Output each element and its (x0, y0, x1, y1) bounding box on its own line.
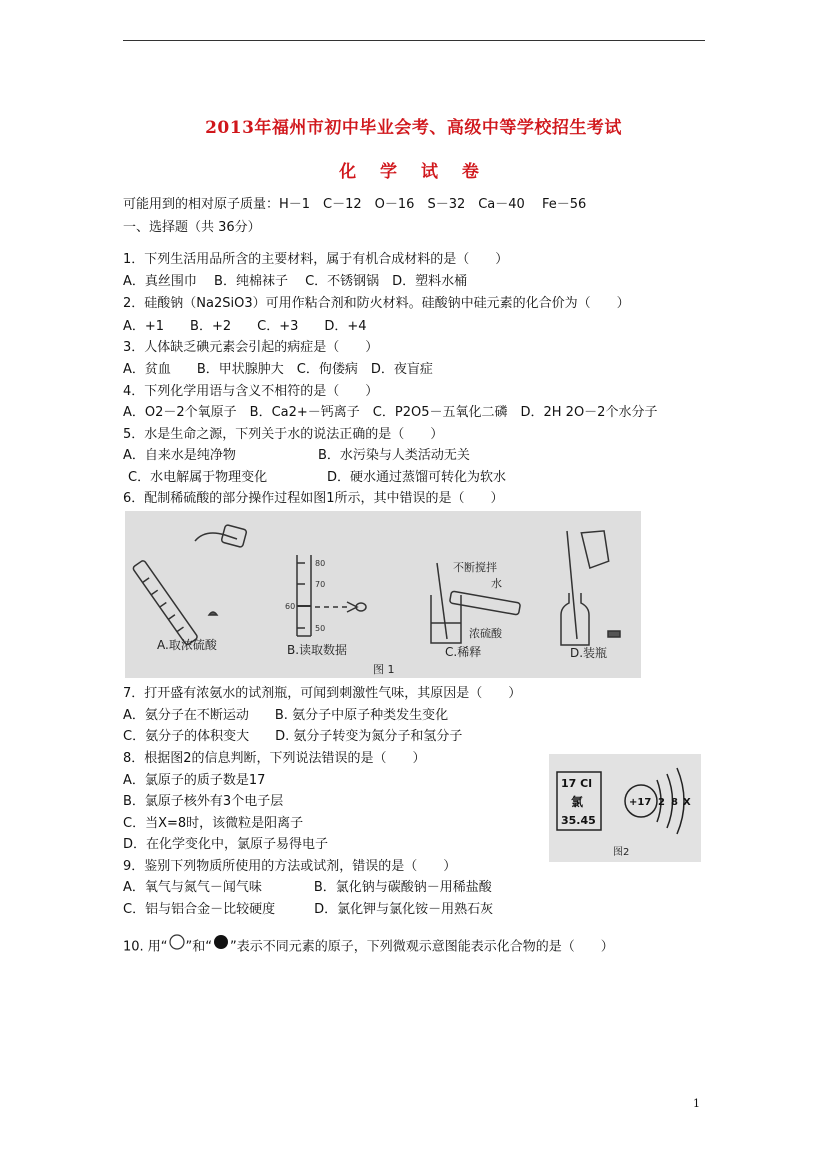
q6-stem: 6．配制稀硫酸的部分操作过程如图1所示，其中错误的是（ ） (123, 491, 504, 506)
panel-label-d: D.装瓶 (570, 646, 608, 660)
page-number: 1 (693, 1097, 700, 1110)
q1-stem: 1．下列生活用品所含的主要材料，属于有机合成材料的是（ ） (123, 252, 509, 267)
scale-tick-50: 50 (315, 624, 326, 633)
scale-tick-60: 60 (285, 602, 296, 611)
element-name: 氯 (571, 795, 584, 809)
q2-options: A．+1 B．+2 C．+3 D．+4 (123, 319, 367, 334)
q7-stem: 7．打开盛有浓氨水的试剂瓶，可闻到刺激性气味，其原因是（ ） (123, 686, 522, 701)
figure-1-caption: 图 1 (373, 663, 395, 676)
note-stir: 不断搅拌 (453, 561, 497, 574)
panel-label-c: C.稀释 (445, 645, 482, 659)
q9-options-cd: C．铝与铝合金－比较硬度 D．氯化钾与氯化铵－用熟石灰 (123, 902, 494, 917)
q10-text-3: ”表示不同元素的原子，下列微观示意图能表示化合物的是（ ） (230, 939, 614, 955)
figure-2 (549, 754, 701, 862)
header-rule (123, 40, 705, 41)
q8-option-c: C．当X=8时，该微粒是阳离子 (123, 816, 304, 831)
panel-label-a: A.取浓硫酸 (157, 638, 217, 652)
shell-1-count: 2 (658, 797, 665, 808)
figure-2-caption: 图2 (613, 847, 630, 858)
q10-stem (123, 935, 614, 959)
q5-option-a: A．自来水是纯净物 (123, 448, 236, 463)
panel-label-b: B.读取数据 (287, 643, 348, 657)
q4-stem: 4．下列化学用语与含义不相符的是（ ） (123, 384, 379, 399)
q8-option-d: D．在化学变化中，氯原子易得电子 (123, 837, 329, 852)
figure-1 (125, 511, 641, 678)
q2-stem: 2．硅酸钠（Na2SiO3）可用作粘合剂和防火材料。硅酸钠中硅元素的化合价为（ ） (123, 296, 630, 311)
q9-options-ab: A．氧气与氮气－闻气味 B．氯化钠与碳酸钠－用稀盐酸 (123, 880, 492, 895)
note-acid: 浓硫酸 (469, 627, 502, 640)
white-atom-icon (168, 933, 186, 957)
q1-options: A．真丝围巾 B．纯棉袜子 C．不锈钢锅 D．塑料水桶 (123, 274, 468, 289)
q9-stem: 9．鉴别下列物质所使用的方法或试剂，错误的是（ ） (123, 859, 457, 874)
figure-1-illustration (125, 511, 641, 678)
exam-title: 2013年福州市初中毕业会考、高级中等学校招生考试 (205, 118, 622, 138)
q5-stem: 5．水是生命之源，下列关于水的说法正确的是（ ） (123, 427, 444, 442)
q10-text-1: 10. 用“ (123, 939, 168, 955)
section-heading: 一、选择题（共 36分） (123, 220, 261, 235)
q7-options-cd: C．氨分子的体积变大 D. 氨分子转变为氮分子和氢分子 (123, 729, 463, 744)
panel-a-drawing (132, 524, 247, 645)
element-number: 17 Cl (561, 777, 592, 790)
shell-3-count: X (683, 797, 691, 808)
q3-options: A．贫血 B．甲状腺肿大 C．佝偻病 D．夜盲症 (123, 362, 433, 377)
q10-text-2: ”和“ (185, 939, 213, 955)
panel-b-drawing (297, 555, 366, 636)
note-water: 水 (491, 577, 502, 590)
q3-stem: 3．人体缺乏碘元素会引起的病症是（ ） (123, 340, 379, 355)
q5-option-b: B．水污染与人类活动无关 (318, 448, 470, 463)
nucleus-charge: +17 (629, 797, 652, 808)
q4-options: A．O2－2个氧原子 B．Ca2+－钙离子 C．P2O5－五氧化二磷 D．2H 2O－2个水分子 (123, 405, 658, 420)
black-atom-icon (212, 933, 230, 957)
q5-option-c: C．水电解属于物理变化 (128, 470, 268, 485)
exam-subtitle: 化 学 试 卷 (339, 162, 488, 182)
scale-tick-80: 80 (315, 559, 326, 568)
scale-tick-70: 70 (315, 580, 326, 589)
q8-option-a: A．氯原子的质子数是17 (123, 773, 266, 788)
q5-option-d: D．硬水通过蒸馏可转化为软水 (327, 470, 507, 485)
atomic-masses: 可能用到的相对原子质量：H－1 C－12 O－16 S－32 Ca－40 Fe－56 (123, 197, 587, 212)
panel-d-drawing (561, 525, 620, 645)
element-mass: 35.45 (561, 814, 596, 827)
q8-option-b: B．氯原子核外有3个电子层 (123, 794, 284, 809)
q8-stem: 8．根据图2的信息判断，下列说法错误的是（ ） (123, 751, 426, 766)
q7-options-ab: A．氨分子在不断运动 B. 氨分子中原子种类发生变化 (123, 708, 449, 723)
figure-2-illustration (549, 754, 701, 862)
shell-2-count: 8 (671, 797, 678, 808)
